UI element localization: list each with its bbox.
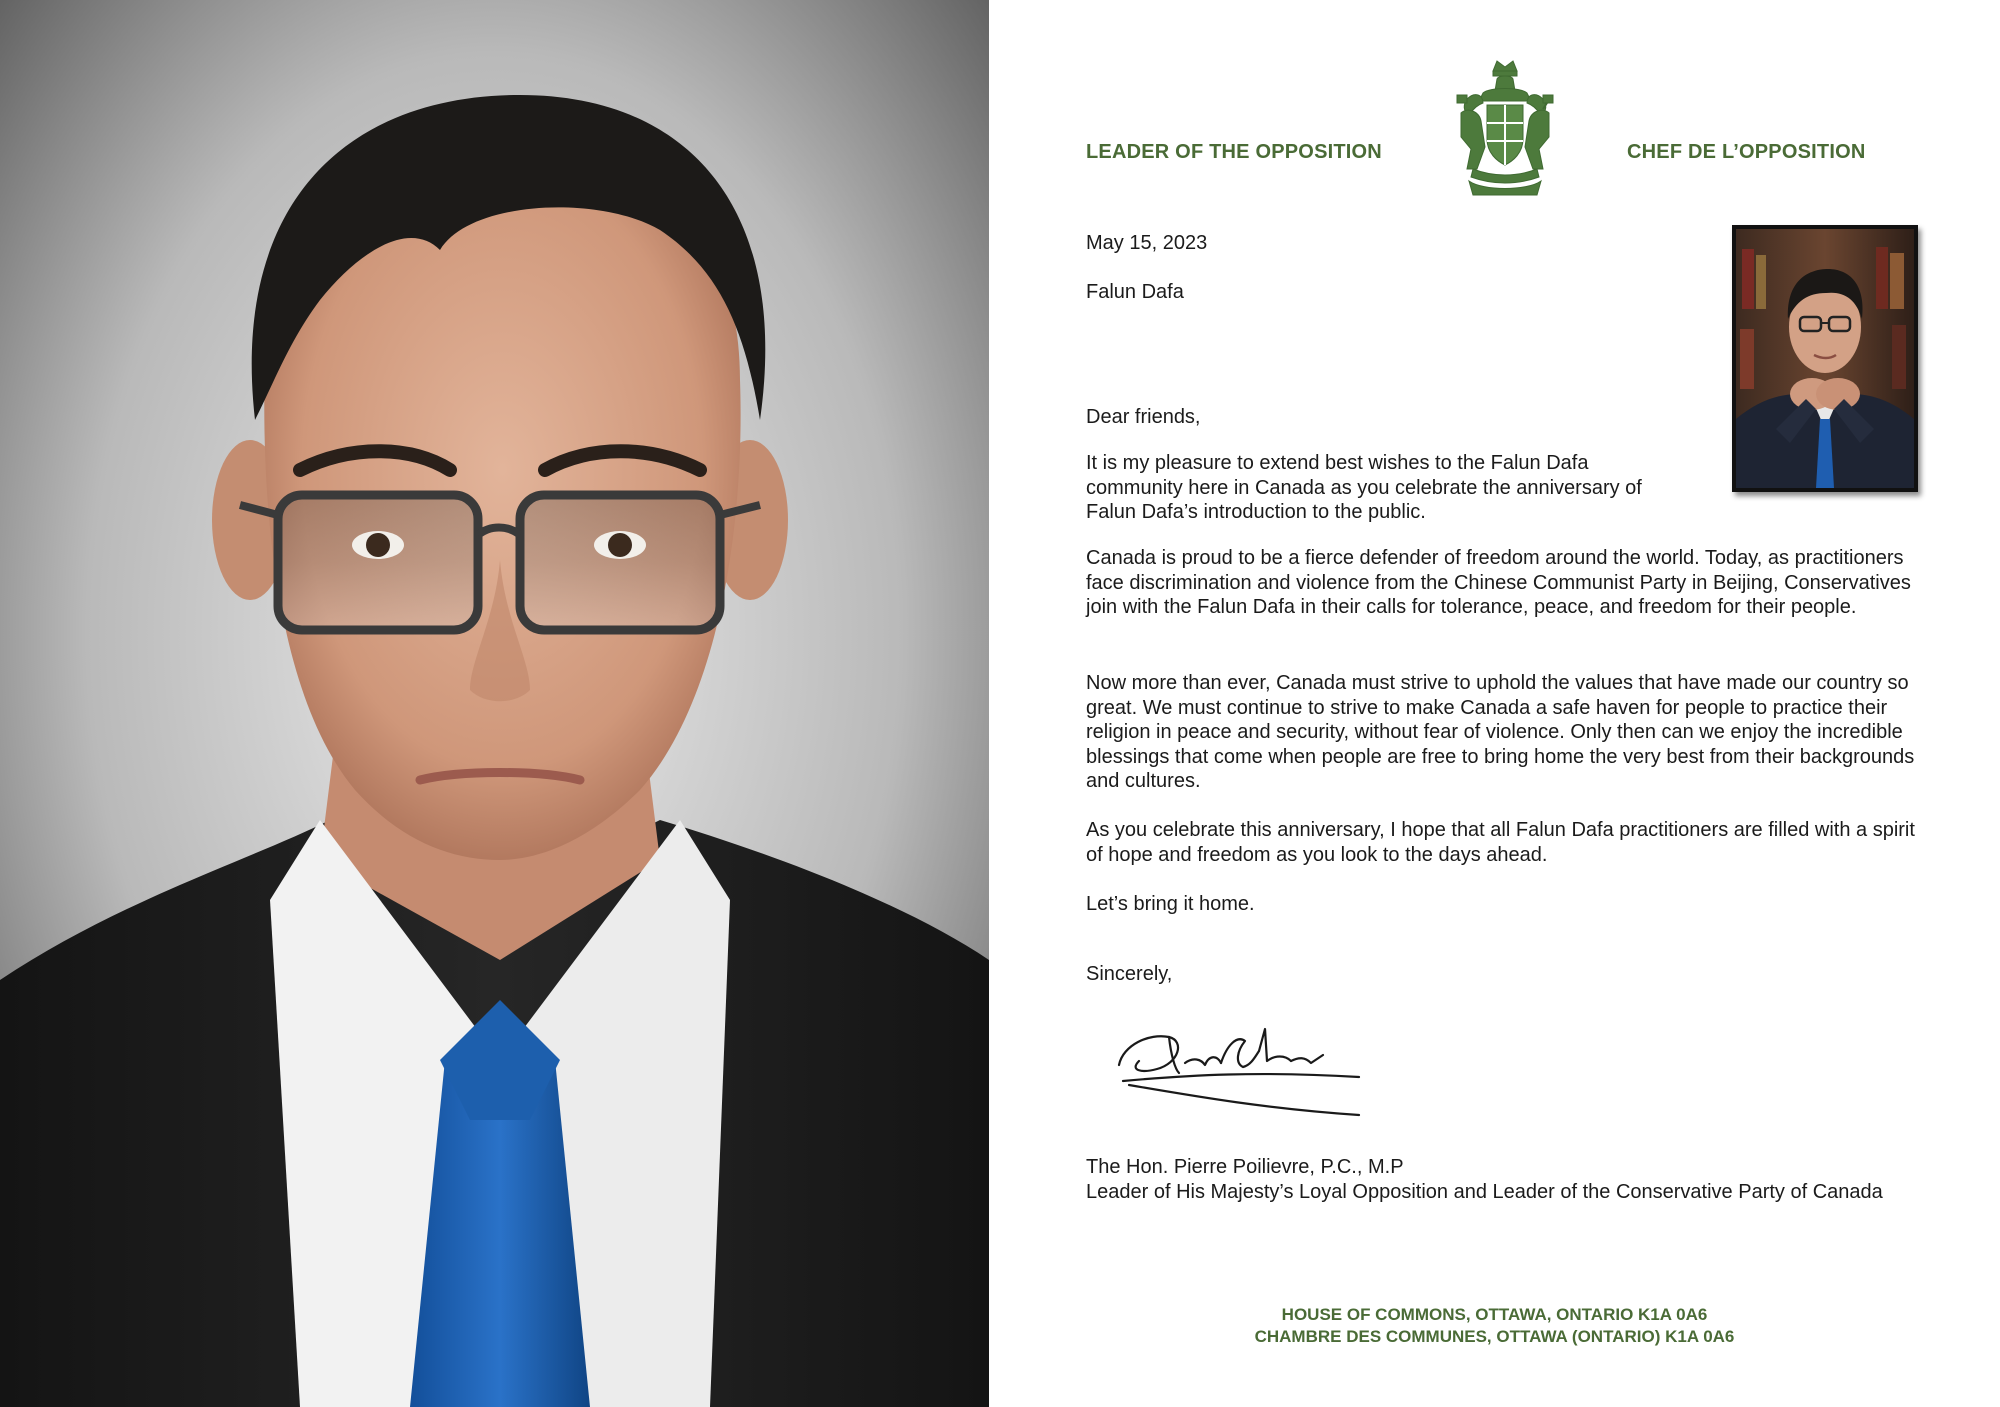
footer-address-fr: CHAMBRE DES COMMUNES, OTTAWA (ONTARIO) K1A 0A6 [1254,1327,1735,1346]
letter-date: May 15, 2023 [1086,232,1208,254]
letter-salutation: Dear friends, [1086,406,1201,428]
letter-page [989,0,2000,1407]
letter-closing: Sincerely, [1086,963,1173,985]
letter-paragraph: Now more than ever, Canada must strive to uphold the values that have made our country so great. We must continue to strive to make Canada a safe haven for people to practice their religion in peace and security, without fear of violence. Only then can we enjoy the incredible blessings that come when people are free to bring home the very best from their backgrounds and cultures. [1086,672,1915,792]
letter-paragraph: Canada is proud to be a fierce defender of freedom around the world. Today, as practitioners face discrimination and violence from the Chinese Communist Party in Beijing, Conservatives join with the Falun Dafa in their calls for tolerance, peace, and freedom for their people. [1086,547,1911,618]
letter-paragraph: Let’s bring it home. [1086,893,1255,915]
letterhead-title-en: LEADER OF THE OPPOSITION [1086,141,1382,163]
signatory-title: Leader of His Majesty’s Loyal Opposition and Leader of the Conservative Party of Canada [1086,1181,1883,1203]
letterhead-title-fr: CHEF DE L’OPPOSITION [1627,141,1866,163]
inset-portrait-photo [1732,225,1918,492]
canadian-coat-of-arms-icon [1453,57,1557,199]
letter-paragraph: As you celebrate this anniversary, I hope that all Falun Dafa practitioners are filled with a spirit of hope and freedom as you look to the days ahead. [1086,819,1915,866]
portrait-photo [0,0,989,1407]
letter-recipient: Falun Dafa [1086,281,1184,303]
handwritten-signature [1109,1005,1369,1125]
letter-paragraph: It is my pleasure to extend best wishes to the Falun Dafa community here in Canada as you celebrate the anniversary of Falun Dafa’s introduction to the public. [1086,452,1642,523]
footer-address-en: HOUSE OF COMMONS, OTTAWA, ONTARIO K1A 0A6 [1281,1305,1708,1324]
signatory-name: The Hon. Pierre Poilievre, P.C., M.P [1086,1156,1404,1178]
